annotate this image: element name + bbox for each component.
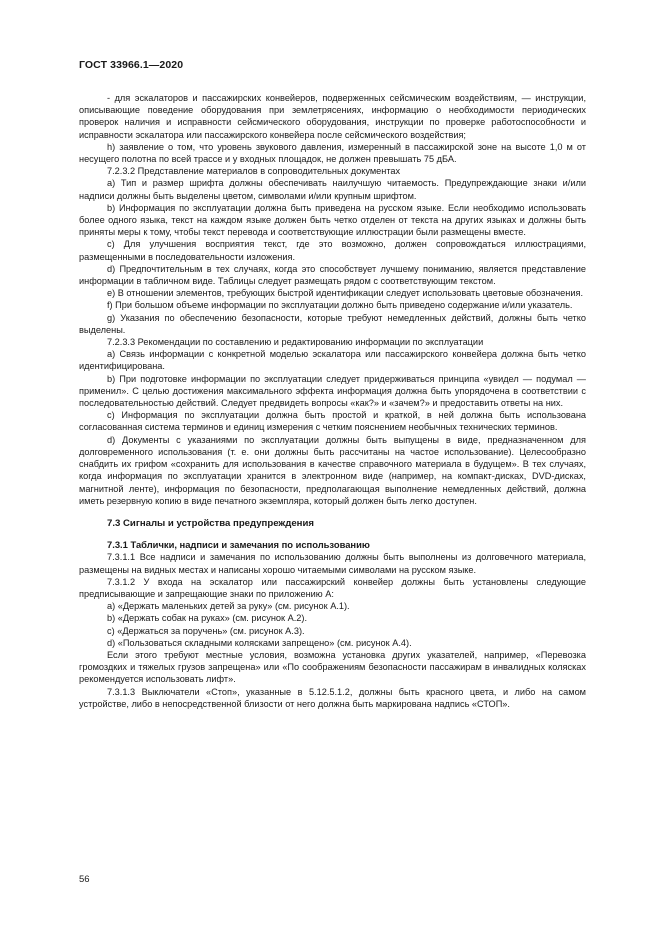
list-item: d) Предпочтительным в тех случаях, когда это способствует лучшему пониманию, является представление информации в табличном виде. Таблицы следует размещать рядом с соответствующим текстом.: [79, 263, 586, 287]
clause-heading: 7.2.3.3 Рекомендации по составлению и редактированию информации по эксплуатации: [107, 337, 484, 348]
list-item: d) Документы с указаниями по эксплуатации должны быть выпущены в виде, предназначенном для долговременного использования (т. е. они должны быть рассчитаны на частое использование). Целесообразно снабдить их грифом «сохранить для использования в качестве справочного материала в будущем». В тех случаях, когда информация по эксплуатации хранится в электронном виде (например, на компакт-дисках, DVD-дисках, магнитной ленте), информация по безопасности, предполагающая выполнение немедленных действий, должна иметь резервную копию в виде печатного экземпляра, который должен быть легко доступен.: [79, 434, 586, 506]
list-item: c) Информация по эксплуатации должна быть простой и краткой, в ней должна быть использована согласованная система терминов и единиц измерения с четким пояснением необычных технических терминов.: [79, 410, 586, 433]
list-item: c) Для улучшения восприятия текст, где это возможно, должен сопровождаться иллюстрациями, размещенными в последовательности изложения.: [79, 239, 586, 262]
list-item: b) При подготовке информации по эксплуатации следует придерживаться принципа «увидел — подумал — применил». С целью достижения максимального эффекта информация должна быть упорядочена в соответствии с последовательностью действий. Следует предвидеть вопросы «как?» и «зачем?» и предоставить ответы на них.: [79, 373, 586, 409]
paragraph: Если этого требуют местные условия, возможна установка других указателей, например, «Перевозка громоздких и тяжелых грузов запрещена» или «По соображениям безопасности пассажирам в инвалидных колясках рекомендуется использовать лифт».: [79, 649, 586, 685]
document-body: [79, 92, 586, 710]
list-item: b) Информация по эксплуатации должна быть приведена на русском языке. Если необходимо использовать более одного языка, текст на каждом языке должен быть четко отделен от текста на других языках и должны быть приняты меры к тому, чтобы текст перевода и соответствующие иллюстрации были размещены вместе.: [79, 202, 586, 238]
document-header: ГОСТ 33966.1—2020: [79, 59, 184, 71]
paragraph: h) заявление о том, что уровень звукового давления, измеренный в пассажирской зоне на высоте 1,0 м от несущего полотна по всей трассе и у входных площадок, не должен превышать 75 дБА.: [79, 141, 586, 165]
list-item: а) Тип и размер шрифта должны обеспечивать наилучшую читаемость. Предупреждающие знаки и/или надписи должны быть выделены цветом, символами и/или крупным шрифтом.: [79, 178, 586, 201]
list-item: а) «Держать маленьких детей за руку» (см. рисунок А.1).: [107, 601, 350, 612]
paragraph: 7.3.1.2 У входа на эскалатор или пассажирский конвейер должны быть установлены следующие предписывающие и запрещающие знаки по приложению А:: [79, 576, 586, 599]
page-number: 56: [79, 874, 90, 885]
list-item: c) «Держаться за поручень» (см. рисунок А.3).: [107, 625, 305, 636]
list-item: d) «Пользоваться складными колясками запрещено» (см. рисунок А.4).: [107, 637, 412, 648]
paragraph: - для эскалаторов и пассажирских конвейеров, подверженных сейсмическим воздействиям, — инструкции, описывающие поведение оборудования при землетрясениях, информацию о необходимости периодических проверок наличия и исправности сейсмического оборудования, инструкции по проверке работоспособности и исправности эскалатора или пассажирского конвейера после сейсмического воздействия;: [79, 93, 586, 140]
clause-heading: 7.2.3.2 Представление материалов в сопроводительных документах: [107, 166, 401, 177]
list-item: f) При большом объеме информации по эксплуатации должно быть приведено содержание и/или указатель.: [107, 300, 573, 311]
section-title: 7.3 Сигналы и устройства предупреждения: [107, 517, 314, 529]
list-item: а) Связь информации с конкретной моделью эскалатора или пассажирского конвейера должна быть четко идентифицирована.: [79, 349, 586, 372]
paragraph: 7.3.1.1 Все надписи и замечания по использованию должны быть выполнены из долговечного материала, размещены на видных местах и написаны хорошо читаемыми символами на русском языке.: [79, 552, 586, 575]
paragraph: 7.3.1.3 Выключатели «Стоп», указанные в 5.12.5.1.2, должны быть красного цвета, и либо на самом устройстве, либо в непосредственной близости от него должна быть маркирована надпись «СТОП».: [79, 686, 586, 709]
list-item: b) «Держать собак на руках» (см. рисунок А.2).: [107, 613, 307, 624]
subsection-title: 7.3.1 Таблички, надписи и замечания по использованию: [107, 539, 370, 551]
list-item: e) В отношении элементов, требующих быстрой идентификации следует использовать цветовые обозначения.: [107, 288, 584, 299]
list-item: g) Указания по обеспечению безопасности, которые требуют немедленных действий, должны быть четко выделены.: [79, 312, 586, 335]
